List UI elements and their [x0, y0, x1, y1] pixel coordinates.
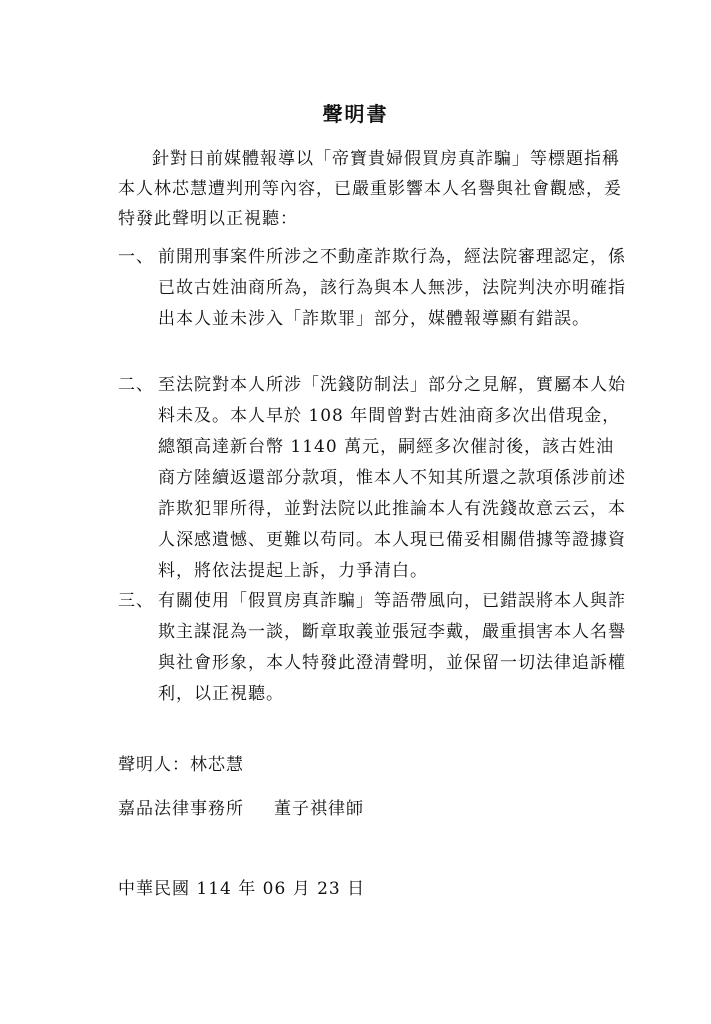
item-text: 至法院對本人所涉「洗錢防制法」部分之見解，實屬本人始料未及。本人早於 108 年間曾對古姓油商多次出借現金，總額高達新台幣 1140 萬元，嗣經多次催討後，該古姓油商方陸續返還部分款項，惟本人不知其所還之款項係涉前述詐欺犯罪所得，並對法院以此推論本人有洗錢故意云云，本人深感遺憾、更難以苟同。本人現已備妥相關借據等證據資料，將依法提起上訴，力爭清白。	[158, 375, 626, 581]
item-text: 前開刑事案件所涉之不動產詐欺行為，經法院審理認定，係已故古姓油商所為，該行為與本人無涉，法院判決亦明確指出本人並未涉入「詐欺罪」部分，媒體報導顯有錯誤。	[158, 247, 626, 329]
lawyer-name: 董子祺律師	[274, 799, 364, 819]
law-firm-line	[118, 794, 364, 819]
statement-item-1	[118, 242, 630, 335]
statement-date: 中華民國 114 年 06 月 23 日	[118, 879, 366, 899]
statement-item-2	[118, 370, 630, 587]
intro-paragraph: 針對日前媒體報導以「帝寶貴婦假買房真詐騙」等標題指稱本人林芯慧遭判刑等內容，已嚴重影響本人名譽與社會觀感，爰特發此聲明以正視聽：	[118, 149, 622, 229]
item-number: 三、	[118, 591, 154, 611]
item-text: 有關使用「假買房真詐騙」等語帶風向，已錯誤將本人與詐欺主謀混為一談，斷章取義並張冠李戴，嚴重損害本人名譽與社會形象，本人特發此澄清聲明，並保留一切法律追訴權利，以正視聽。	[158, 591, 626, 704]
item-number: 一、	[118, 247, 154, 267]
law-firm-name: 嘉品法律事務所	[118, 799, 244, 819]
declarant-line: 聲明人：林芯慧	[118, 755, 244, 775]
statement-item-3	[118, 586, 630, 710]
document-title: 聲明書	[322, 102, 389, 126]
item-number: 二、	[118, 375, 154, 395]
